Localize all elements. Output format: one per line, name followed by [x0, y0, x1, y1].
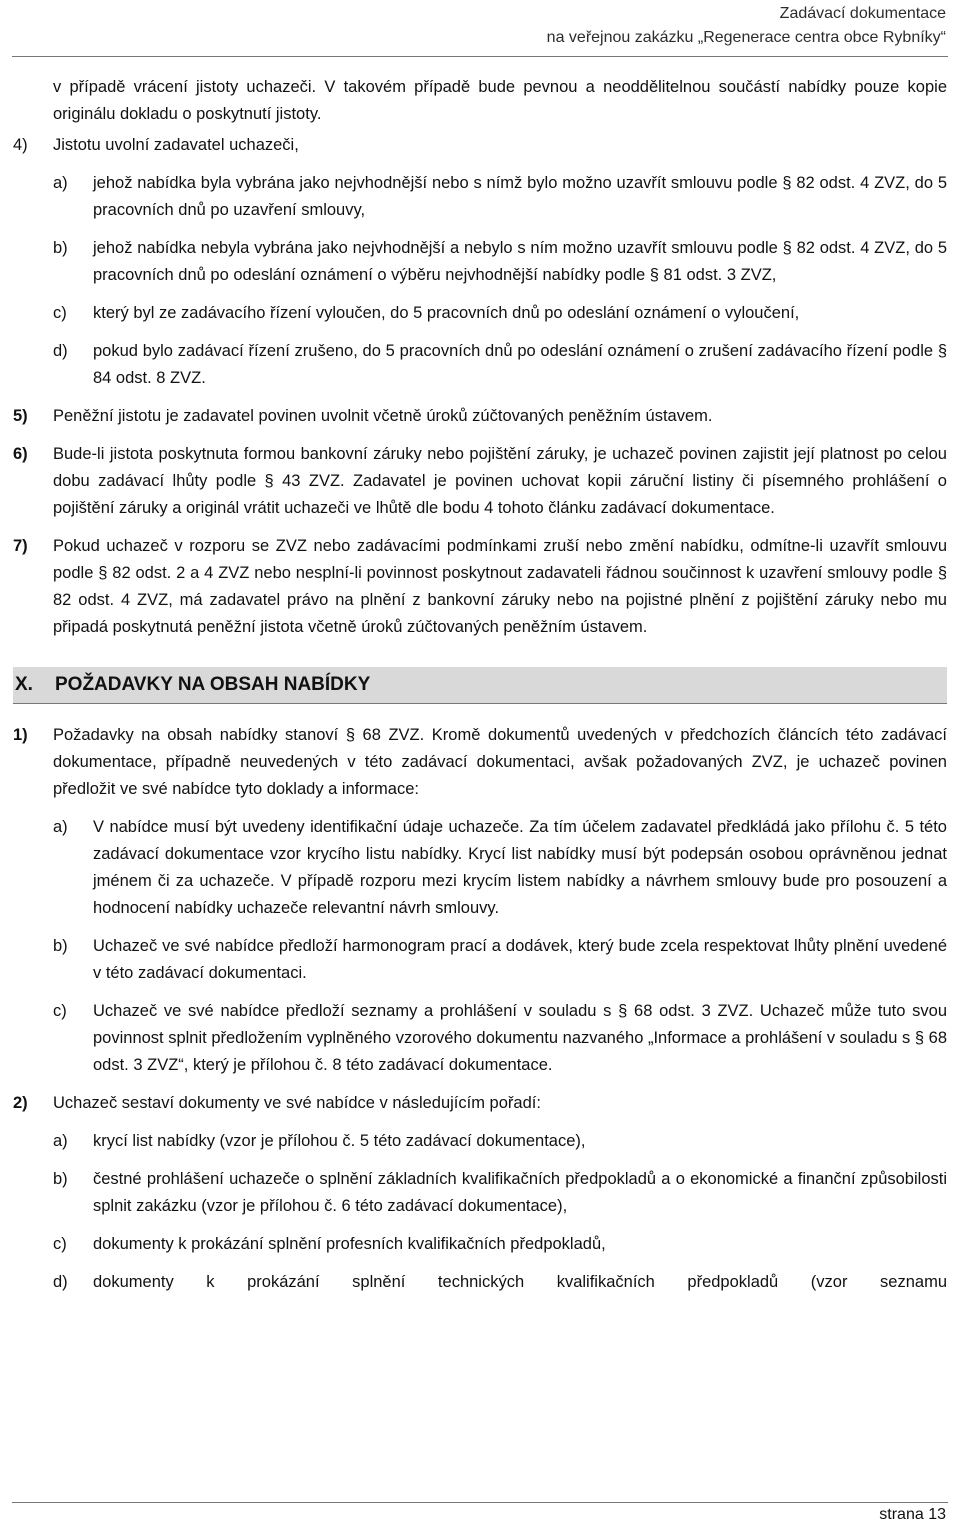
header-contract-name: na veřejnou zakázku „Regenerace centra obce Rybníky“	[546, 29, 946, 46]
header-divider	[12, 56, 948, 57]
item-4-a	[53, 170, 947, 224]
item-text: Bude-li jistota poskytnuta formou bankovní záruky nebo pojištění záruky, je uchazeč povinen zajistit její platnost po celou dobu zadávací lhůty podle § 43 ZVZ. Zadavatel je povinen uchovat kopii záruční listiny či písemného prohlášení o pojištění záruky a originál vrátit uchazeči ve lhůtě dle bodu 4 tohoto článku zadávací dokumentace.	[53, 445, 947, 517]
sub-letter: a)	[53, 818, 68, 836]
sub-text: pokud bylo zadávací řízení zrušeno, do 5 pracovních dnů po odeslání oznámení o zrušení zadávacího řízení podle § 84 odst. 8 ZVZ.	[93, 342, 947, 387]
item-number: 5)	[13, 407, 28, 425]
sub-text: dokumenty k prokázání splnění profesních kvalifikačních předpokladů,	[93, 1235, 606, 1253]
intro-paragraph: v případě vrácení jistoty uchazeči. V takovém případě bude pevnou a neoddělitelnou součástí nabídky pouze kopie originálu dokladu o poskytnutí jistoty.	[53, 78, 947, 123]
sub-text: krycí list nabídky (vzor je přílohou č. 5 této zadávací dokumentace),	[93, 1132, 586, 1150]
sub-letter: d)	[53, 342, 68, 360]
document-body	[13, 74, 947, 1296]
requirement-2-b	[53, 1166, 947, 1220]
sub-letter: c)	[53, 1235, 67, 1253]
sub-text: čestné prohlášení uchazeče o splnění základních kvalifikačních předpokladů a o ekonomické a finanční způsobilosti splnit zakázku (vzor je přílohou č. 6 této zadávací dokumentace),	[93, 1170, 947, 1215]
header-document-type: Zadávací dokumentace	[779, 5, 946, 22]
requirement-2-d	[53, 1269, 947, 1296]
sub-text: jehož nabídka nebyla vybrána jako nejvhodnější a nebylo s ním možno uzavřít smlouvu podle § 82 odst. 4 ZVZ, do 5 pracovních dnů po odeslání oznámení o výběru nejvhodnější nabídky podle § 81 odst. 3 ZVZ,	[93, 239, 947, 284]
requirement-1	[13, 722, 947, 803]
item-5	[13, 403, 947, 430]
item-text: Jistotu uvolní zadavatel uchazeči,	[53, 136, 299, 154]
item-number: 7)	[13, 537, 28, 555]
item-text: Uchazeč sestaví dokumenty ve své nabídce v následujícím pořadí:	[53, 1094, 541, 1112]
requirement-2-a	[53, 1128, 947, 1155]
item-4-d	[53, 338, 947, 392]
sub-text: Uchazeč ve své nabídce předloží harmonogram prací a dodávek, který bude zcela respektovat lhůty plnění uvedené v této zadávací dokumentaci.	[93, 937, 947, 982]
sub-letter: b)	[53, 1170, 68, 1188]
requirement-1-b	[53, 933, 947, 987]
item-text: Pokud uchazeč v rozporu se ZVZ nebo zadávacími podmínkami zruší nebo změní nabídku, odmítne-li uzavřít smlouvu podle § 82 odst. 2 a 4 ZVZ nebo nesplní-li povinnost poskytnout zadavateli řádnou součinnost k uzavření smlouvy podle § 82 odst. 4 ZVZ, má zadavatel právo na plnění z bankovní záruky nebo na pojistné plnění z pojištění záruky nebo mu připadá poskytnutá peněžní jistota včetně úroků zúčtovaných peněžním ústavem.	[53, 537, 947, 636]
sub-letter: b)	[53, 239, 68, 257]
requirement-2	[13, 1090, 947, 1117]
sub-letter: b)	[53, 937, 68, 955]
requirement-2-c	[53, 1231, 947, 1258]
sub-text: V nabídce musí být uvedeny identifikační údaje uchazeče. Za tím účelem zadavatel předkládá jako přílohu č. 5 této zadávací dokumentace vzor krycího listu nabídky. Krycí list nabídky musí být podepsán osobou oprávněnou jednat jménem či za uchazeče. V případě rozporu mezi krycím listem nabídky a návrhem smlouvy bude pro posouzení a hodnocení nabídky uchazeče relevantní návrh smlouvy.	[93, 818, 947, 917]
section-number: X.	[15, 674, 33, 695]
item-4-b	[53, 235, 947, 289]
sub-letter: c)	[53, 1002, 67, 1020]
section-title: POŽADAVKY NA OBSAH NABÍDKY	[55, 674, 371, 695]
requirement-1-c	[53, 998, 947, 1079]
item-text: Požadavky na obsah nabídky stanoví § 68 ZVZ. Kromě dokumentů uvedených v předchozích článcích této zadávací dokumentace, případně neuvedených v této zadávací dokumentaci, avšak požadovaných ZVZ, je uchazeč povinen předložit ve své nabídce tyto doklady a informace:	[53, 726, 947, 798]
page-header	[547, 2, 946, 50]
sub-letter: a)	[53, 174, 68, 192]
sub-letter: c)	[53, 304, 67, 322]
page-number: strana 13	[879, 1506, 946, 1523]
sub-text: který byl ze zadávacího řízení vyloučen, do 5 pracovních dnů po odeslání oznámení o vyloučení,	[93, 304, 800, 322]
sub-text: dokumenty k prokázání splnění technických kvalifikačních předpokladů (vzor seznamu	[93, 1273, 947, 1291]
item-number: 4)	[13, 136, 28, 154]
item-text: Peněžní jistotu je zadavatel povinen uvolnit včetně úroků zúčtovaných peněžním ústavem.	[53, 407, 713, 425]
footer-divider	[12, 1502, 948, 1503]
sub-text: Uchazeč ve své nabídce předloží seznamy a prohlášení v souladu s § 68 odst. 3 ZVZ. Uchazeč může tuto svou povinnost splnit předložením vyplněného vzorového dokumentu nazvaného „Informace a prohlášení v souladu s § 68 odst. 3 ZVZ“, který je přílohou č. 8 této zadávací dokumentace.	[93, 1002, 947, 1074]
item-7	[13, 533, 947, 641]
item-number: 2)	[13, 1094, 28, 1112]
item-4	[13, 132, 947, 159]
item-number: 6)	[13, 445, 28, 463]
sub-letter: a)	[53, 1132, 68, 1150]
requirement-1-a	[53, 814, 947, 922]
item-6	[13, 441, 947, 522]
sub-letter: d)	[53, 1273, 68, 1291]
section-heading	[13, 667, 947, 704]
item-number: 1)	[13, 726, 28, 744]
sub-text: jehož nabídka byla vybrána jako nejvhodnější nebo s nímž bylo možno uzavřít smlouvu podle § 82 odst. 4 ZVZ, do 5 pracovních dnů po uzavření smlouvy,	[93, 174, 947, 219]
item-4-c	[53, 300, 947, 327]
